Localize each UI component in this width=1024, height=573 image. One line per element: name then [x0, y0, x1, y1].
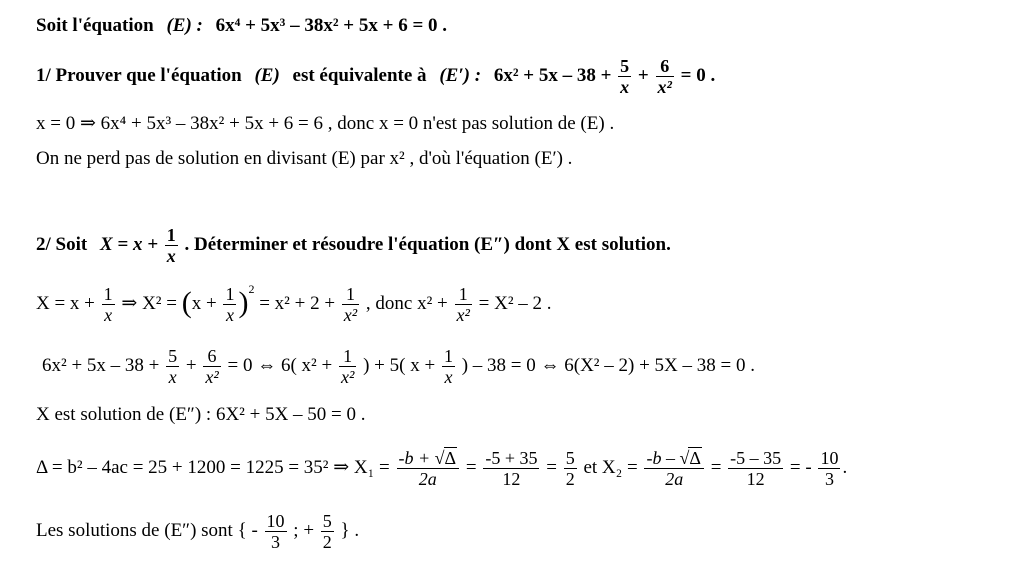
q2-line-3: X est solution de (E″) : 6X² + 5X – 50 = 0 . — [36, 404, 366, 425]
q1-heading — [36, 56, 715, 97]
q2-heading-fraction: $\frac{1}{x}$ — [166, 225, 176, 266]
q2-line-2: 6x² + 5x – 38 + $\frac{5}{x}$ + $\frac{6}{\text{x²}}$ = 0 ⇔ 6( x² + $\frac{1}{\text{x²}}$ ) + 5( x + $\frac{1}{x}$ ) – 38 = 0 ⇔ 6(X² – 2) + 5X – 38 = 0 . — [42, 346, 755, 387]
q2-heading — [36, 225, 671, 266]
q2-line-1: X = x + $\frac{1}{x}$ ⇒ X² = (x + $\frac{1}{x}$ )$^2$ = x² + 2 + $\frac{1}{\text{x²}}$ , donc x² + $\frac{1}{\text{x²}}$ = X² – 2 . — [36, 281, 552, 325]
q1-eq-start: 6x² + 5x – 38 + — [493, 64, 612, 86]
q2-heading-start: 2/ Soit — [36, 233, 88, 255]
q1-fraction-6-x2: $\frac{6}{\text{x²}}$ — [657, 56, 672, 97]
q1-name-e2: (E′) : — [439, 64, 482, 86]
q1-line-1: x = 0 ⇒ 6x⁴ + 5x³ – 38x² + 5x + 6 = 6 , donc x = 0 n'est pas solution de (E) . — [36, 113, 615, 134]
q2-line-5: Les solutions de (E″) sont { - $\frac{10}{3}$ ; + $\frac{5}{2}$ } . — [36, 511, 360, 552]
q2-heading-eq: X = x + — [99, 233, 159, 255]
intro-label: Soit l'équation — [36, 15, 154, 36]
q1-plus: + — [637, 64, 649, 86]
q1-heading-text: 1/ Prouver que l'équation — [36, 64, 242, 86]
intro-line — [36, 16, 447, 35]
intro-equation-name: (E) : — [166, 15, 203, 36]
q1-eq-end: = 0 . — [680, 64, 716, 86]
q2-heading-end: . Déterminer et résoudre l'équation (E″) dont X est solution. — [184, 233, 671, 255]
q1-line-2: On ne perd pas de solution en divisant (E) par x² , d'où l'équation (E′) . — [36, 148, 573, 169]
q1-fraction-5-x: $\frac{5}{x}$ — [620, 56, 630, 97]
q1-mid-text: est équivalente à — [292, 64, 427, 86]
q1-name-e: (E) — [254, 64, 280, 86]
q2-line-4: Δ = b² – 4ac = 25 + 1200 = 1225 = 35² ⇒ X₁ = $\frac{-b + √\Delta}{2a}$ = $\frac{-5 + 35}{12}$ = $\frac{5}{2}$ et X₂ = $\frac{-b - √\Delta}{2a}$ = $\frac{-5 - 35}{12}$ = - $\frac{10}{3}$ . — [36, 448, 848, 489]
intro-equation: 6x⁴ + 5x³ – 38x² + 5x + 6 = 0 . — [215, 15, 448, 36]
